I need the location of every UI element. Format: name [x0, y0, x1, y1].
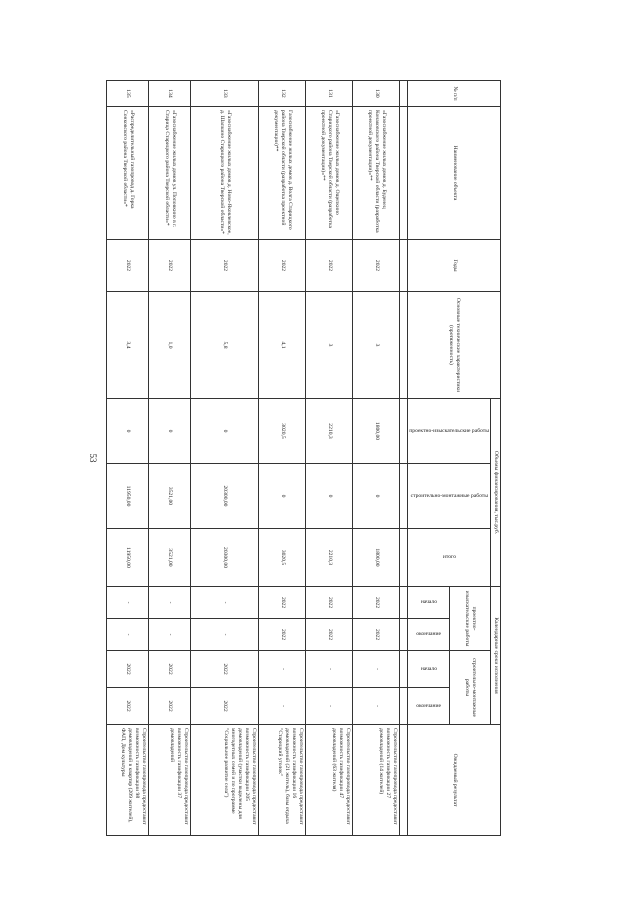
row-years: 2022 — [191, 240, 259, 292]
row-design-end: 2022 — [259, 619, 306, 651]
row-design-start: - — [149, 587, 191, 619]
header-build-start: начало — [420, 665, 437, 672]
row-build-end: - — [259, 688, 306, 725]
row-years: 2022 — [353, 240, 400, 292]
row-num: 135 — [107, 81, 149, 107]
row-total: 11950,00 — [107, 529, 149, 587]
row-fin-build: 0 — [353, 464, 400, 529]
row-build-end: 2022 — [191, 688, 259, 725]
row-result: Строительство газопровода предоставит возможность газификации 205 домовладений (участки выделены для многодетных семей и по программе "Социальное развитие села") — [191, 725, 259, 836]
gas-supply-objects-table — [106, 80, 501, 836]
row-design-end: 2022 — [306, 619, 353, 651]
row-fin-design: 2210,3 — [306, 399, 353, 464]
row-years: 2022 — [149, 240, 191, 292]
row-num: 134 — [149, 81, 191, 107]
row-total: 3521,00 — [149, 529, 191, 587]
row-specs: 3 — [306, 292, 353, 399]
row-fin-design: 1800,00 — [353, 399, 400, 464]
row-design-end: - — [149, 619, 191, 651]
row-years: 2022 — [306, 240, 353, 292]
table-row — [191, 81, 259, 836]
row-result: Строительство газопровода предоставит возможность газификации 16 домовладений (21 житель), базы отдыха "Старицкий уголок" — [259, 725, 306, 836]
header-fin-total: итого — [442, 554, 456, 561]
row-design-start: 2022 — [259, 587, 306, 619]
row-fin-build: 3521,00 — [149, 464, 191, 529]
row-specs: 1,0 — [149, 292, 191, 399]
row-fin-build: 0 — [259, 464, 306, 529]
row-fin-design: 0 — [149, 399, 191, 464]
row-design-end: 2022 — [353, 619, 400, 651]
table-row — [353, 81, 400, 836]
row-name: «Газоснабжение жилых домов ул. Поповкино в г. Старица Старицкого района Тверской области»* — [149, 107, 191, 240]
row-years: 2022 — [259, 240, 306, 292]
row-name: Газоснабжение жилых домов д. Волга Старицкого района Тверской области (разработка проектной документации)** — [259, 107, 306, 240]
row-specs: 3,4 — [107, 292, 149, 399]
header-deadlines-group: Календарные сроки исполнения — [491, 587, 501, 725]
row-fin-design: 0 — [107, 399, 149, 464]
row-design-end: - — [107, 619, 149, 651]
row-fin-design: 0 — [191, 399, 259, 464]
header-specs: Основные технические характеристики (протяженность) — [408, 292, 501, 399]
row-result: Строительство газопровода предоставит возможность газификации 37 домовладений — [149, 725, 191, 836]
header-name: Наименование объекта — [408, 107, 501, 240]
row-design-start: - — [107, 587, 149, 619]
row-specs: 5,8 — [191, 292, 259, 399]
page-number: 53 — [88, 453, 98, 463]
row-fin-design: 3020,5 — [259, 399, 306, 464]
row-build-end: - — [353, 688, 400, 725]
row-fin-build: 20300,00 — [191, 464, 259, 529]
header-design-end: окончание — [416, 631, 442, 638]
row-specs: 3 — [353, 292, 400, 399]
row-num: 130 — [353, 81, 400, 107]
table-row — [107, 81, 149, 836]
row-design-start: - — [191, 587, 259, 619]
header-finance-group: Объемы финансирования, тыс.руб. — [491, 399, 501, 587]
row-total: 1800,00 — [353, 529, 400, 587]
table-row — [259, 81, 306, 836]
row-result: Строительство газопровода предоставит возможность газификации 98 домовладений в квартир (209 жителей), ФАП, Дом культуры — [107, 725, 149, 836]
row-build-start: 2022 — [191, 651, 259, 688]
header-build-end: окончание — [416, 702, 442, 709]
row-result: Строительство газопровода предоставит возможность газификации 27 домовладений (14 жителей) — [353, 725, 400, 836]
row-build-end: 2022 — [149, 688, 191, 725]
row-design-end: - — [191, 619, 259, 651]
row-build-start: - — [259, 651, 306, 688]
row-num: 133 — [191, 81, 259, 107]
row-build-start: 2022 — [107, 651, 149, 688]
table-row — [306, 81, 353, 836]
row-total: 2210,3 — [306, 529, 353, 587]
header-fin-build: строительно-монтажные работы — [410, 492, 488, 499]
row-build-start: 2022 — [149, 651, 191, 688]
row-specs: 4,1 — [259, 292, 306, 399]
row-name: «Газоснабжение жилых домов д. Ново-Яковлевское, д. Шапкино Старицкого района Тверской области»* — [191, 107, 259, 240]
row-fin-build: 11950,00 — [107, 464, 149, 529]
row-fin-build: 0 — [306, 464, 353, 529]
header-build-works: строительно-монтажные работы — [450, 651, 491, 725]
row-years: 2022 — [107, 240, 149, 292]
row-build-start: - — [306, 651, 353, 688]
header-num: № п/п — [408, 81, 501, 107]
row-name: «Газоснабжение жилых домов д. Буденец Конаковского района Тверской области (разработка проектной документации)»** — [353, 107, 400, 240]
header-design-works: проектно-изыскательские работы — [450, 587, 491, 651]
rotated-table-container — [120, 80, 501, 835]
header-fin-design: проектно-изыскательские работы — [409, 427, 490, 434]
header-years: Годы — [408, 240, 501, 292]
row-total: 20300,00 — [191, 529, 259, 587]
row-total: 3020,5 — [259, 529, 306, 587]
header-design-start: начало — [420, 599, 437, 606]
row-result: Строительство газопровода предоставит возможность газификации 47 домовладений (63 жителя) — [306, 725, 353, 836]
row-design-start: 2022 — [306, 587, 353, 619]
table-row — [149, 81, 191, 836]
row-design-start: 2022 — [353, 587, 400, 619]
row-build-end: 2022 — [107, 688, 149, 725]
row-build-end: - — [306, 688, 353, 725]
header-result: Ожидаемый результат — [408, 725, 501, 836]
row-name: «Газоснабжение жилых домов д. Ощепкино Старицкого района Тверской области (разработка проектной документации)»** — [306, 107, 353, 240]
row-name: «Распределительный газопровод д. Горка Сонковского района Тверской области»* — [107, 107, 149, 240]
row-num: 132 — [259, 81, 306, 107]
row-build-start: - — [353, 651, 400, 688]
row-num: 131 — [306, 81, 353, 107]
